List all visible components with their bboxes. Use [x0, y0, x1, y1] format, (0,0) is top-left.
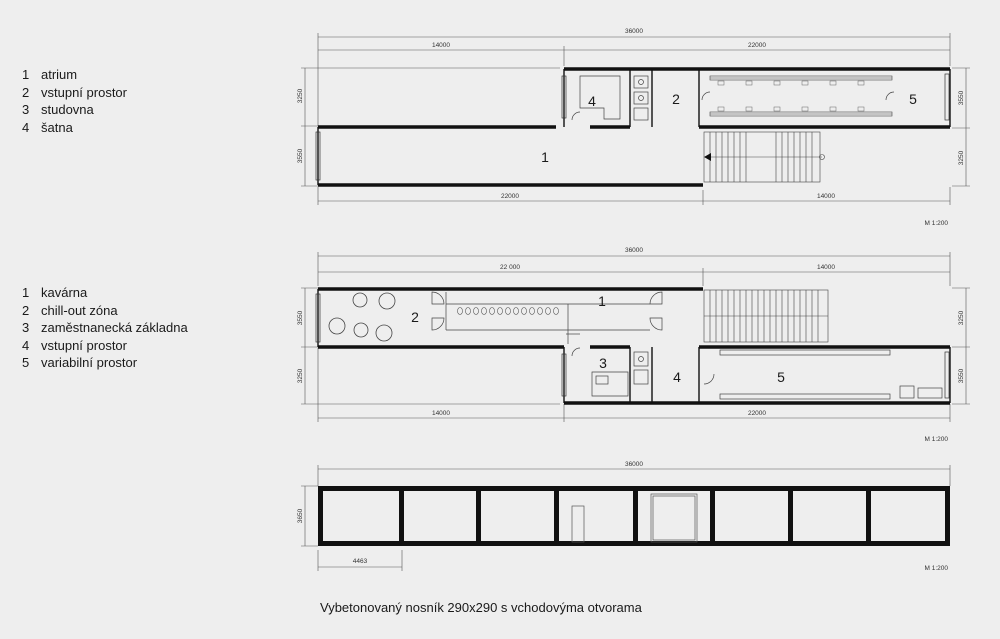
- legend-item: 3 studovna: [22, 102, 94, 117]
- staircase: [704, 290, 828, 342]
- dim-bottom-right: 14000: [816, 193, 836, 200]
- staircase: [704, 132, 825, 182]
- legend-item: 2 chill-out zóna: [22, 302, 118, 318]
- room-number: 3: [599, 355, 607, 371]
- legend-item: 1 kavárna: [22, 285, 88, 300]
- concrete-beam: [321, 488, 948, 544]
- dim-module: 4463: [352, 558, 368, 565]
- dim-side-right-top: 3250: [958, 310, 965, 326]
- dim-right: 22000: [747, 42, 767, 49]
- walls: [318, 289, 950, 403]
- dim-bottom-left: 22000: [500, 193, 520, 200]
- room-number: 2: [672, 91, 680, 107]
- door-opening: [651, 494, 697, 542]
- room-number: 2: [411, 309, 419, 325]
- room-number: 1: [598, 293, 606, 309]
- dim-bottom-left: 14000: [431, 410, 451, 417]
- room-number: 5: [909, 91, 917, 107]
- legend-item: 1 atrium: [22, 67, 78, 82]
- scale-label: M 1:200: [924, 565, 948, 572]
- dim-side-right-bottom: 3550: [958, 368, 965, 384]
- scale-label: M 1:200: [924, 220, 948, 227]
- study-desks: [710, 76, 892, 116]
- legend-item: 4 vstupní prostor: [22, 337, 127, 353]
- plan-top: [297, 28, 970, 227]
- stair-arrow-icon: [704, 153, 711, 161]
- legend-item: 5 variabilní prostor: [22, 355, 138, 370]
- dim-side-left-top: 3550: [297, 310, 304, 326]
- dim-total: 36000: [624, 461, 644, 468]
- dim-left: 14000: [431, 42, 451, 49]
- room-number: 5: [777, 369, 785, 385]
- dim-bottom-right: 22000: [747, 410, 767, 417]
- dim-height: 3650: [297, 508, 304, 524]
- dimension-lines: [301, 465, 950, 571]
- plan-section: [297, 461, 950, 572]
- legend-item: 3 zaměstnanecká základna: [22, 320, 188, 335]
- room-number: 1: [541, 149, 549, 165]
- dim-side-right-top: 3550: [958, 90, 965, 106]
- door-opening: [572, 506, 584, 542]
- scale-label: M 1:200: [924, 436, 948, 443]
- legend-item: 2 vstupní prostor: [22, 84, 127, 100]
- dim-total: 36000: [624, 247, 644, 254]
- cafe-bar: [432, 292, 662, 344]
- room-number: 4: [588, 93, 596, 109]
- dim-right: 14000: [816, 264, 836, 271]
- dim-left: 22 000: [500, 264, 520, 271]
- dimension-lines: [301, 252, 970, 422]
- dimension-lines: [301, 33, 970, 205]
- dim-total: 36000: [624, 28, 644, 35]
- plan-middle: [297, 247, 970, 443]
- dim-side-left-bottom: 3250: [297, 368, 304, 384]
- legend-item: 4 šatna: [22, 119, 73, 135]
- room-number: 4: [673, 369, 681, 385]
- dim-side-left-bottom: 3550: [297, 148, 304, 164]
- dim-side-left-top: 3250: [297, 88, 304, 104]
- chill-out-seating: [329, 293, 395, 341]
- dim-side-right-bottom: 3250: [958, 150, 965, 166]
- caption: Vybetonovaný nosník 290x290 s vchodovýma otvorama: [320, 600, 642, 615]
